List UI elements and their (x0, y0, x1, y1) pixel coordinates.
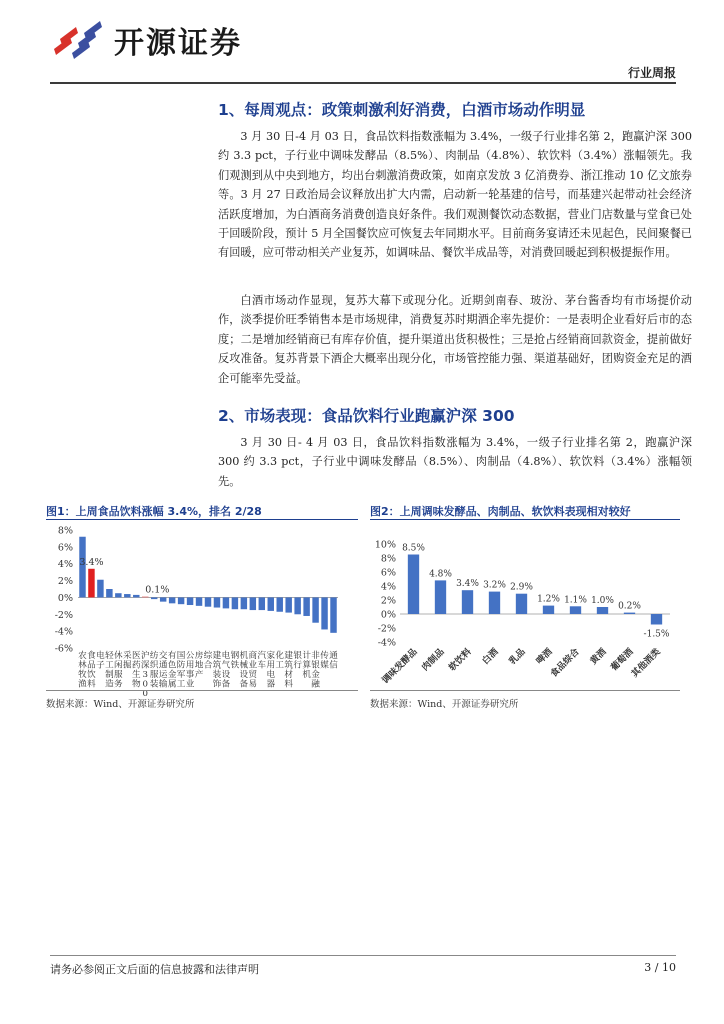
figure-1-chart (46, 522, 358, 699)
figure-1-title: 图1：上周食品饮料涨幅 3.4%，排名 2/28 (46, 505, 262, 518)
figure-2-source: 数据来源：Wind、开源证券研究所 (370, 699, 519, 710)
y-tick-label: 0% (57, 592, 73, 604)
bar (106, 589, 112, 597)
section-2-heading: 2、市场表现：食品饮料行业跑赢沪深 300 (218, 407, 515, 425)
figure-1-bottom-rule (46, 690, 358, 691)
y-tick-label: -2% (54, 609, 73, 621)
x-tick-label: 软饮料 (447, 647, 474, 674)
bar (312, 597, 318, 622)
data-label: 1.0% (591, 596, 614, 606)
x-tick-label: 机械设备 (239, 651, 249, 690)
x-tick-label: 房地产 (194, 651, 204, 680)
y-tick-label: 0% (380, 609, 396, 621)
bar (178, 597, 184, 604)
bar (133, 595, 139, 598)
section-1-paragraph-1: 3 月 30 日-4 月 03 日，食品饮料指数涨幅为 3.4%，一级子行业排名第 2，跑赢沪深 300 约 3.3 pct，子行业中调味发酵品（8.5%）、肉制品（4.8%）、软饮料（3.4%）涨幅领先。我们观测到从中央到地方，均出台刺激消费政策，如南京发放 3 亿消费券、浙江推动 10 亿文旅券等。3 月 27 日政治局会议释放出扩大内需，启动新一轮基建的信号，而基建兴起带动社会经济活跃度增加，为白酒商务消费创造良好条件。我们观测餐饮动态数据，营业门店数量与堂食已处于回暖阶段，预计 5 月全国餐饮应可恢复去年同期水平。目前商务宴请还未见起色，民间聚餐已有回暖，应可带动相关产业复苏，如调味品、餐饮半成品等，对消费回暖起到积极提振作用。 (218, 130, 692, 260)
bar (196, 597, 202, 605)
bar (303, 597, 309, 616)
y-tick-label: 8% (380, 553, 396, 565)
x-tick-label: 休闲服务 (114, 651, 123, 690)
x-tick-label: 白酒 (480, 647, 501, 667)
y-tick-label: -4% (377, 637, 396, 649)
bar (97, 580, 103, 598)
bar (115, 593, 121, 597)
bar (489, 592, 500, 614)
bar (570, 606, 581, 614)
bar (151, 597, 157, 599)
bar (259, 597, 265, 610)
figure-1-top-rule (46, 519, 358, 520)
figure-2-title: 图2：上周调味发酵品、肉制品、软饮料表现相对较好 (370, 505, 631, 518)
data-label: 0.1% (145, 584, 170, 596)
bar (462, 590, 473, 614)
bar (223, 597, 229, 608)
bar (294, 597, 300, 614)
bar (435, 580, 446, 614)
data-label: 3.2% (483, 580, 506, 591)
y-tick-label: 10% (374, 539, 396, 551)
x-tick-label: 纺织服装 (149, 651, 159, 690)
x-tick-label: 银行 (293, 651, 302, 671)
x-tick-label: 通信 (329, 651, 338, 671)
y-tick-label: 4% (380, 581, 396, 593)
figure-1-svg (46, 522, 358, 699)
y-tick-label: 6% (57, 542, 73, 554)
footer-rule (50, 955, 676, 956)
data-label: 2.9% (510, 582, 533, 593)
bar (624, 613, 635, 614)
figure-1-source: 数据来源：Wind、开源证券研究所 (46, 699, 195, 710)
x-tick-label: 非银金融 (311, 651, 320, 690)
data-label: 1.1% (564, 595, 587, 606)
x-tick-label: 计算机 (302, 651, 311, 680)
footer-disclaimer: 请务必参阅正文后面的信息披露和法律声明 (50, 963, 259, 976)
data-label: 3.4% (456, 579, 479, 590)
y-tick-label: 6% (380, 567, 396, 579)
y-tick-label: -2% (377, 623, 396, 635)
bar (597, 607, 608, 614)
bar (516, 594, 527, 614)
bar (651, 614, 662, 625)
bar (330, 597, 336, 632)
x-tick-label: 采掘 (123, 651, 132, 671)
bar (285, 597, 291, 612)
x-tick-label: 传媒 (320, 651, 329, 671)
header-rule (50, 82, 676, 84)
x-tick-label: 电子 (96, 651, 105, 671)
y-tick-label: 2% (57, 576, 73, 588)
bar (268, 597, 274, 610)
x-tick-label: 建筑材料 (284, 651, 293, 690)
bar (88, 569, 94, 598)
x-tick-label: 肉制品 (420, 647, 447, 674)
x-tick-label: 乳品 (507, 647, 528, 667)
x-tick-label: 化工 (275, 651, 285, 671)
bar (321, 597, 327, 629)
brand-mark-icon (50, 19, 108, 61)
x-tick-label: 调味发酵品 (380, 647, 420, 686)
x-tick-label: 食品综合 (549, 647, 582, 680)
report-type: 行业周报 (627, 66, 676, 80)
x-tick-label: 家用电器 (266, 651, 276, 690)
x-tick-label: 医药生物 (131, 651, 141, 690)
x-tick-label: 农林牧渔 (78, 651, 87, 690)
figure-2-top-rule (370, 519, 680, 520)
x-tick-label: 葡萄酒 (609, 647, 636, 674)
data-label: 0.2% (618, 601, 641, 612)
bar (241, 597, 247, 609)
x-tick-label: 食品饮料 (87, 651, 96, 690)
x-tick-label: 有色金属 (167, 651, 177, 690)
x-tick-label: 电气设备 (221, 651, 231, 690)
bar (250, 597, 256, 610)
bar (543, 606, 554, 614)
bar (142, 597, 148, 598)
bar (408, 555, 419, 615)
y-tick-label: 4% (57, 559, 73, 571)
bar (276, 597, 282, 611)
x-tick-label: 黄酒 (588, 647, 609, 667)
x-tick-label: 综合 (203, 651, 213, 671)
x-tick-label: 钢铁 (230, 651, 240, 671)
brand-name: 开源证券 (114, 26, 242, 61)
bar (187, 597, 193, 605)
x-tick-label: 商业贸易 (248, 651, 258, 690)
bar (160, 597, 166, 601)
page-number: 3 / 10 (644, 961, 676, 974)
x-tick-label: 轻工制造 (105, 651, 114, 690)
x-tick-label: 啤酒 (534, 647, 555, 667)
data-label: 8.5% (402, 543, 425, 554)
figure-2-bottom-rule (370, 690, 680, 691)
section-1-heading: 1、每周观点：政策刺激利好消费，白酒市场动作明显 (218, 101, 586, 119)
brand-logo (50, 20, 242, 60)
data-label: 3.4% (79, 556, 104, 568)
data-label: -1.5% (643, 629, 670, 640)
figure-2-svg (370, 522, 680, 690)
x-tick-label: 汽车 (257, 651, 267, 671)
bar (124, 594, 130, 597)
section-2-paragraph-1: 3 月 30 日- 4 月 03 日，食品饮料指数涨幅为 3.4%，一级子行业排名第 2，跑赢沪深 300 约 3.3 pct，子行业中调味发酵品（8.5%）、肉制品（4.8%）、软饮料（3.4%）涨幅领先。 (218, 436, 692, 488)
y-tick-label: -4% (54, 626, 73, 638)
data-label: 4.8% (429, 569, 452, 580)
x-tick-label: 公用事业 (185, 651, 195, 690)
y-tick-label: -6% (54, 643, 73, 655)
x-tick-label: 其他酒类 (630, 647, 663, 680)
figure-2-chart (370, 522, 680, 690)
bar (169, 597, 175, 603)
y-tick-label: 8% (57, 525, 73, 537)
y-tick-label: 2% (380, 595, 396, 607)
x-tick-label: 沪深 3 0 0 (140, 651, 150, 699)
data-label: 1.2% (537, 594, 560, 605)
bar (214, 597, 220, 607)
x-tick-label: 建筑装饰 (212, 651, 222, 690)
x-tick-label: 交通运输 (158, 651, 168, 690)
x-tick-label: 国防军工 (176, 651, 186, 690)
bar (232, 597, 238, 609)
bar (205, 597, 211, 606)
section-1-paragraph-2: 白酒市场动作显现，复苏大幕下或现分化。近期剑南春、玻汾、茅台酱香均有市场提价动作，淡季提价旺季销售本是市场规律，消费复苏时期酒企率先提价：一是表明企业看好后市的态度；二是增加经销商已有库存价值，提升渠道出货积极性；三是抢占经销商回款资金，提前做好反攻准备。复苏背景下酒企大概率出现分化，市场管控能力强、渠道基础好，团购资金充足的酒企可能率先受益。 (218, 294, 692, 385)
